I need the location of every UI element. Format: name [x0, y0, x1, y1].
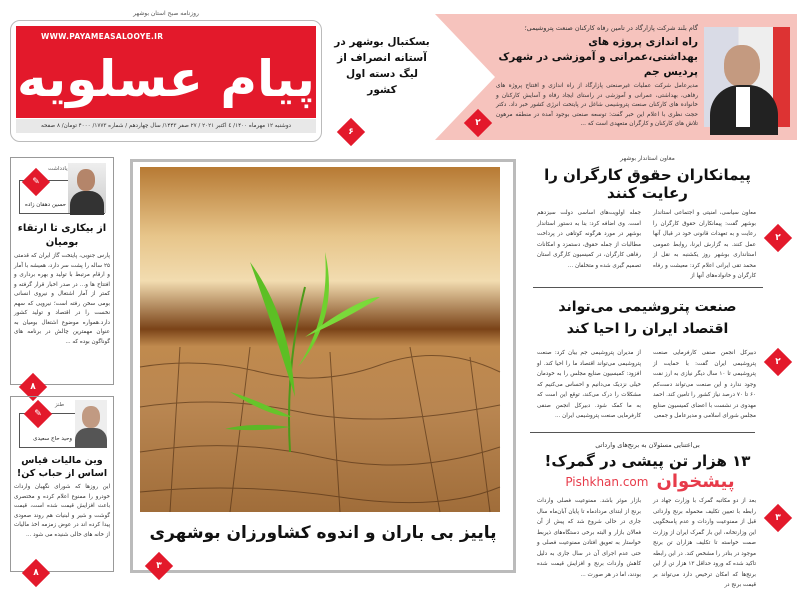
- website[interactable]: WWW.PAYAMEASALOOYE.IR: [41, 32, 164, 41]
- divider: [530, 432, 755, 433]
- watermark: [560, 471, 740, 493]
- author-label: طنز: [55, 402, 65, 408]
- featured-body: مدیرعامل شرکت عملیات غیرصنعتی پازارگاد از راه اندازی و افتتاح پروژه های رفاهی، بهداشتی، عمرانی و آموزشی در راستای ایجاد رفاه و آسایش کارکنان و خانواده های کارکنان صنعت پتروشیمی شاغل در پایتخت انرژی کشور خبر داد. دکتر حجت نظری با اعلام این خبر گفت: توسعه صنعتی بوجود آمده در منطقه مرهون تلاش های کارکنان و کارگران متعهدی است که ...: [496, 83, 698, 127]
- author-label: یادداشت: [48, 166, 68, 172]
- page-badge: ۸: [19, 373, 47, 401]
- logo-text: پیام عسلویه: [17, 50, 315, 108]
- featured-kicker: گام بلند شرکت پازارگاد در تامین رفاه کارکنان صنعت پتروشیمی؛: [524, 24, 698, 32]
- featured-headline[interactable]: راه اندازی پروژه های بهداشتی،عمرانی و آموزشی در شهرک پردیس جم: [498, 36, 698, 78]
- column-headline[interactable]: از بیکاری تا ارتقاء بومیان: [17, 223, 107, 248]
- page-badge: ۳: [145, 552, 173, 580]
- column-body: پارس جنوبی، پایتخت گاز ایران که قدمتی ۲۵ ساله را پشت سر دارد، همیشه با آمار و ارقام مرتبط با تولید و بهره برداری و افتتاح ها و... در صدر اخبار قرار گرفته و کمتر از آمار اشتغال و نیروی انسانی بومی سخن رفته است؛ نیرویی که سهم نخست را در اقتصاد و تولید کشور دارد.همواره موضوع اشتغال بومیان به عنوان مهمترین چالش در برنامه های گوناگون بوده که ...: [14, 253, 110, 345]
- page-badge: ۲: [764, 348, 792, 376]
- main-photo-caption[interactable]: پاییز بی باران و اندوه کشاورزان بوشهری: [149, 523, 497, 543]
- story-headline[interactable]: پیمانکاران حقوق کارگران را رعایت کنند: [544, 166, 751, 202]
- story[interactable]: [525, 438, 770, 588]
- story-col2: بازار موثر باشد. ممنوعیت فصلی واردات برنج از ابتدای مردادماه تا پایان آبان‌ماه سال جاری در حالی شروع شد که پیش از آن فعالان بازار و البته برخی دستگاه‌های ذیربط خواستار به تعویق افتادن ممنوعیت فصلی و حتی عدم اجرای آن در سال جاری به دلیل کاهش واردات برنج و افزایش قیمت شده بودند، اما در هر صورت ...: [537, 498, 641, 578]
- story-kicker: بی‌اعتنایی مسئولان به برنج‌های وارداتی: [595, 441, 700, 449]
- dateline: دوشنبه ۱۲ مهرماه ۱۴۰۰/ ٤ اکتبر ۲۰۲۱ / ۲۷ صفر ۱۴۴۳/ سال چهاردهم / شماره ۱۷۷۳/ ۴۰۰۰ تومان/ ۸ صفحه: [16, 119, 316, 133]
- story[interactable]: [525, 153, 770, 278]
- page-badge: ۲: [464, 109, 492, 137]
- tagline: روزنامه صبح استان بوشهر: [133, 10, 199, 17]
- author-name: حسین دهقان زاده: [24, 202, 66, 208]
- author-photo: [68, 163, 106, 213]
- masthead: [8, 8, 324, 143]
- divider: [533, 287, 763, 288]
- story-col1: معاون سیاسی، امنیتی و اجتماعی استاندار بوشهر گفت: پیمانکاران حقوق کارگران را رعایت و به تعهدات قانونی خود در قبال آنها عمل کنند. به گزارش ایرنا، روابط عمومی استانداری بوشهر روز یکشنبه به نقل از محمد تقی ایرانی اعلام کرد: معیشت و رفاه کارگران و خانواده‌های آنها از: [653, 210, 756, 279]
- page-badge: ۶: [337, 118, 365, 146]
- page-badge: ۲: [764, 224, 792, 252]
- section-badge: ✎: [24, 400, 52, 428]
- story-col1: بعد از دو مکاتبه گمرک با وزارت جهاد در رابطه با تعیین تکلیف محموله برنج وارداتی قبل از ممنوعیت واردات و عدم پاسخگویی این وزارتخانه، این بار گمرک ایران از وزارت صمت خواسته تا تکلیف هزاران تن برنج موجود در بنادر را مشخص کند. در این رابطه تاکید شده که ورود حداقل ۱۳ هزار تن از این برنج‌ها که امکان ترخیص دارد می‌تواند بر قیمت برنج در: [653, 498, 757, 588]
- story-headline[interactable]: ۱۳ هزار تن پیشی در گمرک!: [544, 452, 751, 470]
- author-name: وحید حاج سعیدی: [33, 436, 72, 442]
- column-headline[interactable]: وین مالیات قیاس اساس از حباب کن!: [16, 455, 108, 479]
- main-photo: [140, 167, 500, 512]
- plant-illustration: [140, 167, 500, 512]
- story-kicker: معاون استاندار بوشهر: [620, 155, 675, 162]
- watermark-text: پیشخوان: [656, 471, 735, 492]
- page-badge: ۸: [22, 559, 50, 587]
- story-col2: جمله اولویت‌های اساسی دولت سیزدهم است. وی اضافه کرد: بنا به دستور استاندار بوشهر در مورد هرگونه کوتاهی در پرداخت مطالبات از جمله حقوق، دستمزد و امکانات رفاهی کارگران، در کمیسیون کارگری استان تصمیم گیری شده و متخلفان ...: [537, 210, 641, 269]
- story-col2: از مدیران پتروشیمی جم بیان کرد: صنعت پتروشیمی می‌تواند اقتصاد ما را احیا کند. او افزود: کمیسیون صنایع مجلس را به خودمان خیلی نزدیک می‌دانیم و احساس می‌کنیم که مشکلات را درک می‌کند، توقع این است که به ما کمک شود. دبیرکل انجمن صنفی کارفرمایی صنعت پتروشیمی ایران ...: [537, 350, 641, 419]
- column-body: این روزها که شورای نگهبان واردات خودرو را ممنوع اعلام کرده و مختصری باعث افزایش قیمت شده است، قیمت گوشت و شیر و لبنیات هم روند صعودی پیدا کرده اند در عوض زمزمه اخذ مالیات از خانه های خالی شنیده می شود ...: [14, 484, 110, 538]
- page-badge: ۳: [764, 504, 792, 532]
- featured-photo: [704, 27, 790, 127]
- watermark-url: Pishkhan.com: [565, 475, 649, 489]
- author-photo: [75, 400, 107, 446]
- section-badge: ✎: [22, 168, 50, 196]
- story-headline[interactable]: صنعت پتروشیمی می‌تواند اقتصاد ایران را احیا کند: [558, 299, 737, 337]
- story[interactable]: [525, 290, 770, 430]
- teaser-headline[interactable]: بسکتبال بوشهر در آستانه انصراف از لیگ دسته اول کشور: [334, 36, 430, 96]
- story-col1: دبیرکل انجمن صنفی کارفرمایی صنعت پتروشیمی ایران گفت: با حمایت از پتروشیمی تا ۱۰ سال دیگر نیازی به ارز نفت وجود ندارد و این صنعت می‌تواند دست‌کم ۶۰ تا ۷۰ درصد نیاز کشور را تامین کند. احمد مهدوی در نشست با اعضای کمیسیون صنایع مجلس شورای اسلامی و مدیرعامل و جمعی: [653, 350, 756, 419]
- logo[interactable]: [16, 26, 316, 118]
